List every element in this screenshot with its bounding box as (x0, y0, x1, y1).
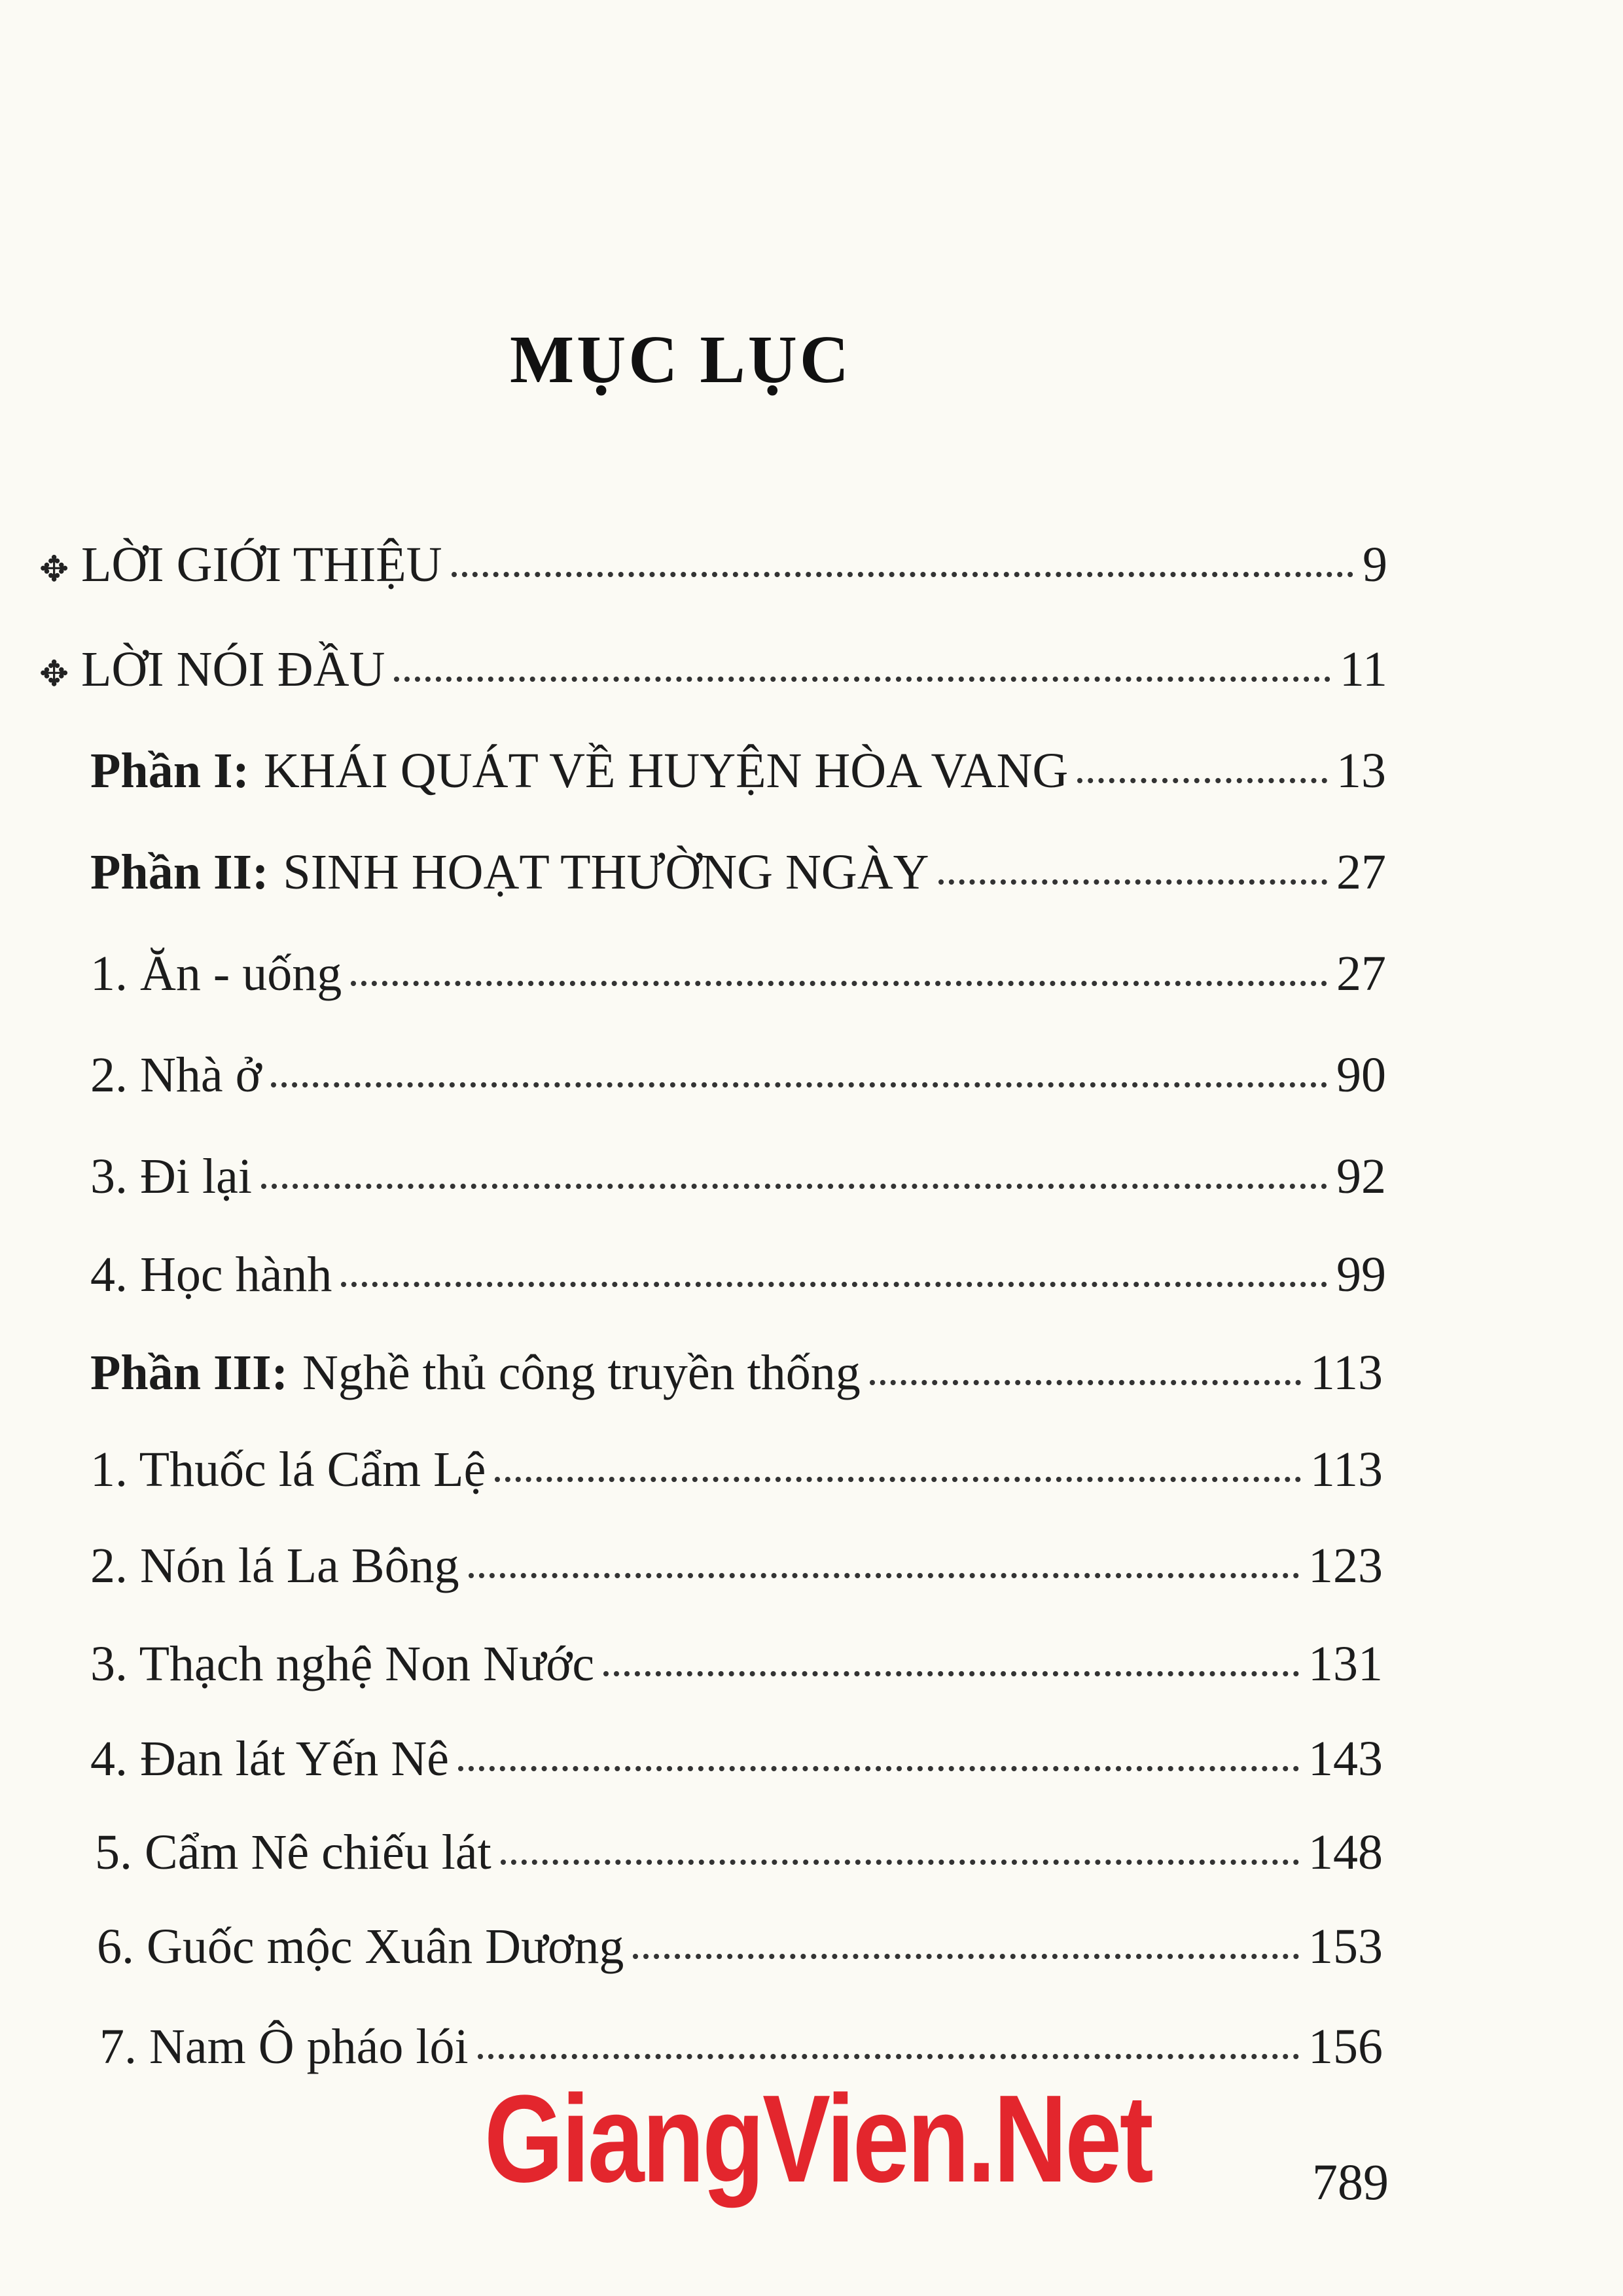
dot-leader (261, 1184, 1327, 1189)
toc-entry-label: 7. Nam Ô pháo lói (99, 2019, 469, 2074)
toc-entry-label: 4. Học hành (90, 1247, 332, 1302)
toc-entry-hoc-hanh (90, 1247, 1386, 1302)
toc-page-number: 90 (1336, 1048, 1386, 1103)
toc-entry-loi-noi-dau (39, 642, 1387, 697)
dot-leader (603, 1671, 1299, 1676)
toc-entry-nam-o (99, 2019, 1383, 2074)
toc-entry-label: 1. Ăn - uống (90, 946, 342, 1001)
dot-leader (394, 677, 1330, 682)
toc-entry-label: SINH HOẠT THƯỜNG NGÀY (283, 845, 929, 900)
toc-page-number: 13 (1336, 743, 1386, 798)
watermark-logo: GiangVien.Net (484, 2070, 1152, 2208)
toc-page-number: 92 (1336, 1149, 1386, 1204)
toc-entry-di-lai (90, 1149, 1386, 1204)
toc-entry-guoc-moc (97, 1919, 1383, 1974)
toc-entry-label: 1. Thuốc lá Cẩm Lệ (90, 1442, 486, 1497)
toc-page-number: 156 (1308, 2019, 1383, 2074)
dot-leader (478, 2054, 1299, 2059)
toc-entry-label: 3. Đi lại (90, 1149, 252, 1204)
toc-page-number: 113 (1310, 1345, 1383, 1400)
dot-leader (633, 1954, 1299, 1959)
toc-page-number: 148 (1308, 1825, 1383, 1880)
toc-page-number: 27 (1336, 845, 1386, 900)
part-prefix: Phần I: (90, 743, 249, 798)
toc-page-number: 123 (1308, 1538, 1383, 1593)
toc-page-number: 11 (1339, 642, 1387, 697)
toc-page-number: 113 (1310, 1442, 1383, 1497)
toc-entry-non-la (90, 1538, 1383, 1593)
toc-page-number: 143 (1308, 1731, 1383, 1786)
toc-entry-label: Nghề thủ công truyền thống (302, 1345, 861, 1400)
dot-leader (341, 1282, 1327, 1287)
toc-entry-label: LỜI NÓI ĐẦU (81, 642, 385, 697)
dot-leader (501, 1860, 1299, 1865)
part-prefix: Phần III: (90, 1345, 288, 1400)
part-prefix: Phần II: (90, 845, 269, 900)
toc-entry-thuoc-la (90, 1442, 1383, 1497)
toc-entry-label: LỜI GIỚI THIỆU (81, 537, 442, 592)
toc-entry-phan-3 (90, 1345, 1383, 1400)
toc-entry-dan-lat (90, 1731, 1383, 1786)
page-title: MỤC LỤC (510, 322, 851, 397)
dot-leader (458, 1766, 1299, 1771)
toc-page-number: 27 (1336, 946, 1386, 1001)
page-number: 789 (1312, 2153, 1389, 2210)
toc-entry-label: 3. Thạch nghệ Non Nước (90, 1636, 595, 1691)
diamond-bullet-icon: ✥ (39, 550, 69, 589)
toc-entry-phan-2 (90, 845, 1386, 900)
dot-leader (271, 1082, 1327, 1087)
toc-page-number: 9 (1363, 537, 1387, 592)
toc-entry-an-uong (90, 946, 1386, 1001)
toc-page-number: 153 (1308, 1919, 1383, 1974)
dot-leader (351, 981, 1327, 986)
toc-page-number: 131 (1308, 1636, 1383, 1691)
toc-page-number: 99 (1336, 1247, 1386, 1302)
diamond-bullet-icon: ✥ (39, 654, 69, 694)
toc-entry-label: 6. Guốc mộc Xuân Dương (97, 1919, 624, 1974)
dot-leader (938, 879, 1327, 885)
toc-entry-phan-1 (90, 743, 1386, 798)
toc-entry-label: KHÁI QUÁT VỀ HUYỆN HÒA VANG (263, 743, 1069, 798)
dot-leader (452, 572, 1353, 577)
toc-entry-label: 2. Nón lá La Bông (90, 1538, 459, 1593)
toc-entry-label: 5. Cẩm Nê chiếu lát (95, 1825, 491, 1880)
toc-entry-loi-gioi-thieu (39, 537, 1387, 592)
dot-leader (495, 1477, 1300, 1482)
toc-entry-label: 4. Đan lát Yến Nê (90, 1731, 449, 1786)
toc-entry-label: 2. Nhà ở (90, 1048, 262, 1103)
dot-leader (870, 1380, 1301, 1385)
toc-entry-nha-o (90, 1048, 1386, 1103)
dot-leader (469, 1573, 1299, 1578)
dot-leader (1077, 778, 1327, 783)
toc-entry-thach-nghe (90, 1636, 1383, 1691)
toc-entry-cam-ne (95, 1825, 1383, 1880)
